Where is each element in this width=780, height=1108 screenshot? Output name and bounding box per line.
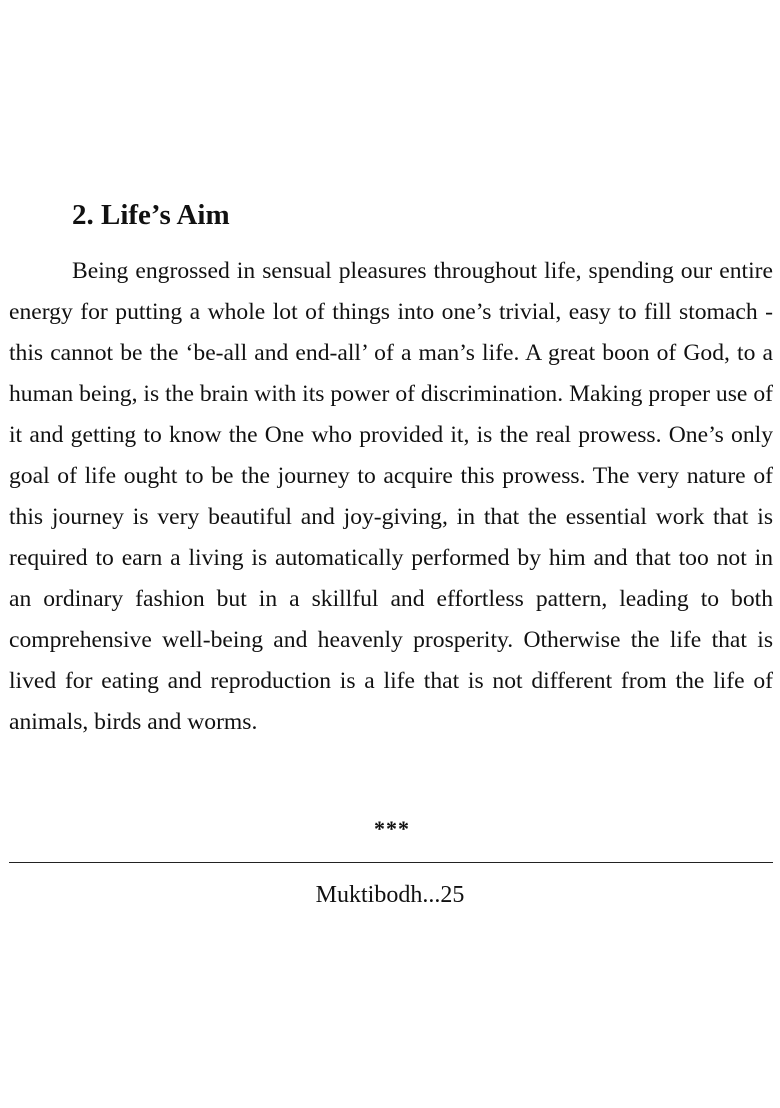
footer-divider xyxy=(9,862,773,863)
section-separator: *** xyxy=(374,816,410,841)
section-heading: 2. Life’s Aim xyxy=(72,199,230,231)
body-paragraph: Being engrossed in sensual pleasures throughout life, spending our entire energy for putting a whole lot of things into one’s trivial, easy to fill stomach - this cannot be the ‘be-all and end-all’ of a man’s life. A great boon of God, to a human being, is the brain with its power of discrimination. Making proper use of it and getting to know the One who provided it, is the real prowess. One’s only goal of life ought to be the journey to acquire this prowess. The very nature of this journey is very beautiful and joy-giving, in that the essential work that is required to earn a living is automatically performed by him and that too not in an ordinary fashion but in a skillful and effortless pattern, leading to both comprehensive well-being and heavenly prosperity. Otherwise the life that is lived for eating and reproduction is a life that is not different from the life of animals, birds and worms. xyxy=(9,258,773,735)
page-footer: Muktibodh...25 xyxy=(315,882,465,908)
